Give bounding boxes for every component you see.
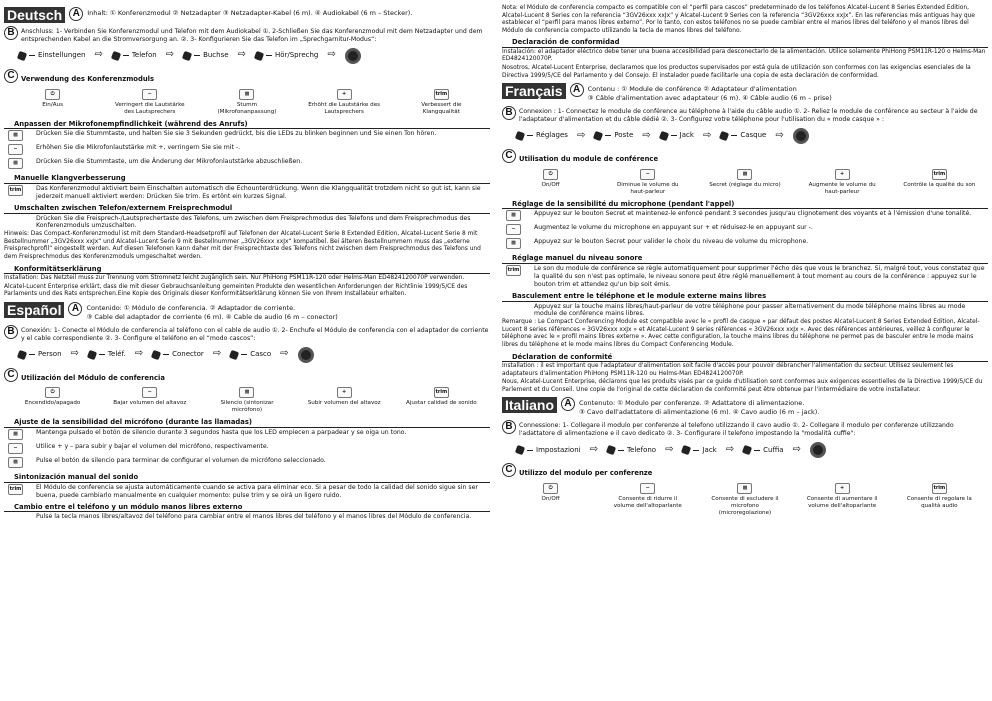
flow-step: Cuffia	[763, 445, 784, 454]
minus-key-icon: −	[8, 144, 23, 155]
step-text: Appuyez sur le bouton Secret et maintenez-le enfoncé pendant 3 secondes jusqu'au clignotement des voyants et à l'émission d'une tonalité.	[534, 210, 972, 218]
marker-c-icon: C	[502, 463, 516, 477]
contents-de: Inhalt: ① Konferenzmodul ② Netzadapter ③ Netzadapter-Kabel (6 m). ④ Audiokabel (6 m – Stecker).	[87, 9, 413, 17]
section-deutsch	[4, 7, 490, 23]
cord-icon	[659, 131, 669, 141]
hint-de: Hinweis: Das Compact-Konferenzmodul ist mit dem Standard-Headsetprofil auf Telefonen der Alcatel-Lucent Serie 8 Extended Edition, Alcatel-Lucent Serie 8 mit Bestellnummer „3GV26xxx xxJx“ und Alcatel-Lucent Serie 9 mit Bestellnummer „3GV26xxx xxJx“ kompatibel. Bei älteren Bestellnummern muss das „externe Freisprechprofil“ eingestellt werden. Auf diesen Telefonen kann daher mit der Freisprechtaste des Telefons nicht zwischen dem Freisprechmodus des Telefons und dem Freisprechmodus des Konferenzmoduls umgeschaltet werden.	[4, 231, 481, 261]
flow-step: Poste	[614, 131, 634, 140]
icon-caption: Consente di regolare la qualità audio	[906, 496, 972, 509]
trim-key-icon: trim	[8, 484, 23, 495]
icon-caption: Verbessert die Klangqualität	[421, 101, 462, 115]
flow-step: Impostazioni	[536, 445, 581, 454]
step-text: Drücken Sie die Stummtaste, und halten Sie sie 3 Sekunden gedrückt, bis die LEDs zu blinken beginnen und Sie einen Ton hören.	[36, 130, 437, 138]
mute-key-icon: ▩	[8, 130, 23, 141]
mute-key-icon: ▩	[8, 158, 23, 169]
step-text: Erhöhen Sie die Mikrofonlautstärke mit +, verringern Sie sie mit -.	[36, 144, 241, 152]
trim-key-icon: trim	[932, 483, 947, 494]
icons-it	[502, 483, 988, 517]
heading-sens-fr: Réglage de la sensibilité du microphone (pendant l'appel)	[502, 200, 988, 210]
cord-icon	[606, 445, 616, 455]
icon-caption: Augmente le volume du haut-parleur	[808, 181, 876, 195]
lang-tag-es: Español	[4, 302, 64, 318]
conf-text: Nous, Alcatel-Lucent Enterprise, déclarons que les produits visés par ce guide d'utilisation sont conformes aux exigences essentielles de la Directive 1999/5/CE du Parlement et du Conseil. Une copie de l'original de cette déclaration de conformité peut être obtenue par l'intermédiaire de votre installateur.	[502, 379, 983, 393]
icon-caption: Ein/Aus	[42, 101, 63, 108]
power-key-icon: ⏻	[543, 169, 558, 180]
flow-step: Casque	[740, 131, 767, 140]
lang-tag-de: Deutsch	[4, 7, 65, 23]
power-key-icon: ⏻	[45, 89, 60, 100]
flow-step: Jack	[702, 445, 717, 454]
marker-b-icon: B	[4, 325, 18, 339]
arrow-icon: ⇨	[576, 129, 586, 141]
lang-tag-it: Italiano	[502, 397, 557, 413]
dial-icon	[793, 128, 809, 144]
heading-sens-de: Anpassen der Mikrofonempfindlichkeit (während des Anrufs)	[4, 120, 490, 130]
icon-caption: On/Off	[541, 496, 560, 502]
cord-icon	[151, 350, 161, 360]
icons-es	[4, 387, 490, 414]
cord-icon	[515, 445, 525, 455]
arrow-icon: ⇨	[792, 443, 801, 455]
icon-caption: Encendido/apagado	[24, 400, 81, 407]
minus-key-icon: −	[142, 89, 157, 100]
icon-caption: Verringert die Lautstärke des Lautsprechers	[114, 101, 185, 115]
cord-icon	[681, 445, 691, 455]
marker-b-icon: B	[502, 106, 516, 120]
cord-icon	[17, 51, 27, 61]
lang-tag-fr: Français	[502, 83, 566, 99]
step-text: Appuyez sur la touche mains libres/haut-parleur de votre téléphone pour passer alternativement du mode téléphone mains libres au mode module de conférence mains libres.	[534, 302, 966, 318]
step-text: El Módulo de conferencia se ajusta automáticamente cuando se activa para eliminar eco. Si a pesar de todo la calidad del sonido sigue sin ser buena, puede cambiarlo manualmente en cualquier momento: pulse trim y se oirá un ligero ruido.	[36, 483, 478, 499]
dial-icon	[298, 347, 314, 363]
step-text: Utilice + y – para subir y bajar el volumen del micrófono, respectivamente.	[36, 443, 269, 451]
mute-key-icon: ▩	[8, 429, 23, 440]
conf-text: Nosotros, Alcatel-Lucent Enterprise, declaramos que los productos supervisados por está guía de utilización son conformes con las exigencias esenciales de la Directiva 1999/5/CE del Parlamento y del Consejo. El instalador puede facilitarle una copia de esta declaración de conformidad.	[502, 64, 971, 79]
heading-sw-fr: Basculement entre le téléphone et le module externe mains libres	[502, 292, 988, 302]
cord-icon	[719, 131, 729, 141]
heading-man-es: Sintonización manual del sonido	[4, 473, 490, 483]
mute-key-icon: ▩	[239, 387, 254, 398]
step-text: Mantenga pulsado el botón de silencio durante 3 segundos hasta que los LED empiecen a parpadear y se oiga un tono.	[36, 429, 407, 437]
cord-icon	[229, 350, 239, 360]
icon-caption: Contrôle la qualité du son	[903, 181, 976, 188]
cord-icon	[87, 350, 97, 360]
use-de-heading	[4, 71, 490, 86]
arrow-icon: ⇨	[775, 129, 784, 141]
mute-key-icon: ▩	[737, 169, 752, 180]
step-text: Drücken Sie die Stummtaste, um die Änderung der Mikrofonlautstärke abzuschließen.	[36, 158, 303, 166]
flow-step: Conector	[172, 350, 204, 359]
flow-step: Einstellungen	[38, 51, 86, 60]
arrow-icon: ⇨	[280, 348, 289, 360]
icon-caption: Erhöht die Lautstärke des Lautsprechers	[308, 101, 381, 115]
heading-conf-de: Konformitätserklärung	[4, 265, 490, 275]
icon-caption: Subir volumen del altavoz	[307, 400, 381, 407]
marker-b-icon: B	[502, 420, 516, 434]
use-de: Verwendung des Konferenzmoduls	[21, 74, 155, 83]
icon-caption: Secret (réglage du micro)	[709, 181, 781, 188]
heading-sw-es: Cambio entre el teléfono y un módulo manos libres externo	[4, 503, 490, 513]
use-it: Utilizzo del modulo per conferenze	[519, 469, 653, 478]
step-text: Pulse el botón de silencio para terminar de configurar el volumen de micrófono seleccionado.	[36, 457, 326, 465]
power-key-icon: ⏻	[543, 483, 558, 494]
icon-caption: Stumm (Mikrofonanpassung)	[217, 101, 277, 115]
contents-es: Contenido: ① Módulo de conferencia. ② Adaptador de corriente.	[86, 303, 296, 312]
flow-step: Hör/Sprechg	[274, 51, 319, 60]
section-italiano	[502, 397, 988, 417]
minus-key-icon: −	[506, 224, 521, 235]
icon-caption: Ajustar calidad de sonido	[406, 400, 477, 407]
flow-step: Buchse	[203, 51, 229, 60]
step-text: Pulse la tecla manos libres/altavoz del teléfono para cambiar entre el manos libres del teléfono y el manos libres del Módulo de conferencia.	[36, 513, 472, 521]
cord-icon	[182, 51, 192, 61]
dial-icon	[810, 442, 826, 458]
flow-es	[18, 345, 490, 365]
power-key-icon: ⏻	[45, 387, 60, 398]
marker-a-icon: A	[68, 302, 82, 316]
arrow-icon: ⇨	[212, 348, 222, 360]
flow-it	[516, 440, 988, 460]
heading-conf-fr: Déclaration de conformité	[502, 353, 988, 363]
arrow-icon: ⇨	[642, 129, 651, 141]
left-column	[4, 4, 490, 699]
cord-icon	[254, 51, 264, 61]
section-francais	[502, 83, 988, 103]
marker-a-icon: A	[570, 83, 584, 97]
heading-sw-de: Umschalten zwischen Telefon/externem Freisprechmodul	[4, 204, 490, 214]
minus-key-icon: −	[640, 169, 655, 180]
flow-step: Person	[38, 350, 62, 359]
icons-de	[4, 89, 490, 116]
connect-it: Connessione: 1- Collegare il modulo per conferenze al telefono utilizzando il cavo audio ①. 2- Collegare il modulo per conferenze utilizzando l'adattatore di alimentazione e il cavo dedicato ②. 3- Configurare il telefono impostando la "modalità cuffie":	[519, 422, 954, 438]
icon-caption: Bajar volumen del altavoz	[113, 400, 187, 407]
connect-de: Anschluss: 1- Verbinden Sie Konferenzmodul und Telefon mit dem Audiokabel ①. 2-Schließen Sie das Konferenzmodul mit dem Netzadapter und dem entsprechenden Kabel an die Stromversorgung an. ②. 3- Konfigurieren Sie das Telefon im „Sprechgarnitur-Modus“:	[21, 28, 483, 43]
trim-key-icon: trim	[506, 265, 521, 276]
use-fr: Utilisation du module de conférence	[519, 154, 659, 163]
flow-step: Réglages	[536, 131, 568, 140]
plus-key-icon: +	[835, 483, 850, 494]
flow-step: Teléf.	[107, 350, 126, 359]
marker-a-icon: A	[69, 7, 83, 21]
contents-fr: Contenu : ① Module de conférence ② Adaptateur d'alimentation	[587, 85, 797, 94]
mute-key-icon: ▩	[737, 483, 752, 494]
marker-a-icon: A	[561, 397, 575, 411]
mute-key-icon: ▩	[506, 238, 521, 249]
icon-caption: Consente di ridurre il volume dell'altoparlante	[613, 496, 682, 509]
heading-sens-es: Ajuste de la sensibilidad del micrófono (durante las llamadas)	[4, 418, 490, 428]
marker-c-icon: C	[4, 368, 18, 382]
cord-icon	[742, 445, 752, 455]
step-text: Appuyez sur le bouton Secret pour valider le choix du niveau de volume du microphone.	[534, 238, 809, 246]
cord-icon	[593, 131, 603, 141]
minus-key-icon: −	[142, 387, 157, 398]
trim-key-icon: trim	[932, 169, 947, 180]
icons-fr	[502, 169, 988, 196]
arrow-icon: ⇨	[589, 443, 598, 455]
flow-step: Casco	[250, 350, 272, 359]
arrow-icon: ⇨	[94, 49, 103, 61]
arrow-icon: ⇨	[237, 49, 246, 61]
cord-icon	[17, 350, 27, 360]
nota-es: Nota: el Módulo de conferencia compacto es compatible con el “perfil para cascos” predeterminado de los teléfonos Alcatel-Lucent 8 Series Extended Edition, Alcatel-Lucent 8 Series con la referencia “3GV26xxx xxJx” y Alcatel-Lucent 9 Series con la referencia “3GV26xxx xxJx”. En las referencias más antiguas hay que establecer el “perfil para manos libres externo”. Por lo tanto, con estos teléfonos no se puede cambiar entre el manos libres del teléfono y el manos libres del Módulo de conferencia compacto utilizando la tecla de manos libres del teléfono.	[502, 5, 975, 34]
step-text: Augmentez le volume du microphone en appuyant sur + et réduisez-le en appuyant sur -.	[534, 224, 813, 232]
arrow-icon: ⇨	[725, 443, 735, 455]
right-column	[502, 4, 988, 699]
connect-fr: Connexion : 1- Connectez le module de conférence au téléphone à l'aide du câble audio ①. 2- Reliez le module de conférence au secteur à l'aide de l'adaptateur d'alimentation et du câble dédié ②. 3- Configurez votre téléphone pour l'utilisation du « mode casque » :	[519, 108, 978, 123]
conf-text: Instalación: el adaptador eléctrico debe tener una buena accesibilidad para desconectarlo de la alimentación. Utilice solamente PhiHong PSM11R-120 o Helms-Man ED4824120070P.	[502, 48, 986, 63]
use-es: Utilización del Módulo de conferencia	[21, 373, 165, 382]
section-espanol	[4, 302, 490, 322]
contents-fr-2: ③ Câble d'alimentation avec adaptateur (6 m). ④ Câble audio (6 m – prise)	[587, 94, 832, 103]
step-text: Drücken Sie die Freisprech-/Lautsprechertaste des Telefons, um zwischen dem Freisprechmodus des Telefons und dem Freisprechmodus des Konferenzmoduls umzuschalten.	[36, 214, 471, 230]
connect-de-block	[4, 28, 490, 44]
mute-key-icon: ▩	[8, 457, 23, 468]
icon-caption: On/Off	[541, 181, 560, 188]
flow-fr	[516, 126, 988, 146]
minus-key-icon: −	[8, 443, 23, 454]
conf-text: Installation: Das Netzteil muss zur Trennung vom Stromnetz leicht zugänglich sein. Nur PhiHong PSM11R-120 oder Helms-Man ED4824120070P verwenden.	[4, 275, 465, 282]
plus-key-icon: +	[337, 387, 352, 398]
remarque-fr: Remarque : Le Compact Conferencing Module est compatible avec le « profil de casque » par défaut des postes Alcatel-Lucent 8 Series Extended Edition, Alcatel-Lucent 8 series références « 3GV26xxx xxJx » et Alcatel-Lucent 9 series références « 3GV26xxx xxJx ». Avec des références antérieures, veillez à configurer le téléphone avec le « profil mains libres externe ». Avec cette configuration, la touche mains libres du téléphone ne permet pas de basculer entre le mode mains libres du téléphone et le mode mains libres du Compact Conferencing Module.	[502, 319, 980, 349]
contents-it: Contenuto: ① Modulo per conferenze. ② Adattatore di alimentazione.	[579, 399, 805, 408]
contents-it-2: ③ Cavo dell'adattatore di alimentazione (6 m). ④ Cavo audio (6 m – jack).	[579, 408, 820, 417]
heading-man-fr: Réglage manuel du niveau sonore	[502, 254, 988, 264]
mute-key-icon: ▩	[239, 89, 254, 100]
contents-es-2: ③ Cable del adaptador de corriente (6 m). ④ Cable de audio (6 m – conector)	[86, 312, 338, 321]
trim-key-icon: trim	[8, 185, 23, 196]
icon-caption: Consente di aumentare il volume dell'altoparlante	[806, 496, 878, 509]
icon-caption: Silencio (sintonizar micrófono)	[220, 400, 274, 414]
arrow-icon: ⇨	[134, 348, 144, 360]
cord-icon	[111, 51, 121, 61]
icon-caption: Consente di escludere il microfono (microregolazione)	[711, 496, 779, 516]
cord-icon	[515, 131, 525, 141]
marker-c-icon: C	[502, 149, 516, 163]
arrow-icon: ⇨	[70, 348, 79, 360]
marker-c-icon: C	[4, 69, 18, 83]
mute-key-icon: ▩	[506, 210, 521, 221]
connect-es: Conexión: 1- Conecte el Módulo de conferencia al teléfono con el cable de audio ①. 2- Enchufe el Módulo de conferencia con el adaptador de corriente y el cable correspondiente ②. 3- Configure el teléfono en el “modo cascos”:	[21, 326, 489, 342]
trim-key-icon: trim	[434, 89, 449, 100]
minus-key-icon: −	[640, 483, 655, 494]
conf-text: Alcatel-Lucent Enterprise erklärt, dass die mit dieser Gebrauchsanleitung gemeinten Produkte den wesentlichen Anforderungen der Richtlinie 1999/5/CE des Parlaments und des Rats entsprechen.Eine Kopie des Originals dieser Konformitätserklärung können Sie von Ihrem Installateur erhalten.	[4, 283, 468, 298]
flow-step: Telefon	[131, 51, 157, 60]
trim-key-icon: trim	[434, 387, 449, 398]
arrow-icon: ⇨	[702, 129, 712, 141]
step-text: Das Konferenzmodul aktiviert beim Einschalten automatisch die Echounterdrückung. Wenn die Klangqualität trotzdem nicht so gut ist, kann sie jederzeit manuell aktiviert werden: Drücken Sie trim. Es ertönt ein kurzes Signal.	[36, 184, 481, 200]
icon-caption: Diminue le volume du haut-parleur	[617, 181, 679, 195]
plus-key-icon: +	[835, 169, 850, 180]
arrow-icon: ⇨	[165, 49, 175, 61]
plus-key-icon: +	[337, 89, 352, 100]
dial-icon	[345, 48, 361, 64]
flow-de	[18, 46, 490, 66]
flow-step: Telefono	[626, 445, 657, 454]
heading-man-de: Manuelle Klangverbesserung	[4, 174, 490, 184]
arrow-icon: ⇨	[327, 49, 336, 61]
conf-text: Installation : il est important que l'adaptateur d'alimentation soit facile d'accès pour pouvoir débrancher l'alimentation du secteur. Utilisez seulement les adaptateurs d'alimentation PhiHong PSM11R-120 ou Helms-Man ED4824120070P.	[502, 363, 954, 377]
heading-conf-es: Declaración de conformidad	[502, 38, 988, 48]
step-text: Le son du module de conférence se règle automatiquement pour supprimer l'écho dès que vous le branchez. Si, malgré tout, vous constatez que la qualité du son n'est pas optimale, le niveau sonore peut être réglé manuellement à tout moment au cours de la conférence : appuyez sur le bouton trim et attendez qu'un bip soit émis.	[534, 265, 985, 288]
arrow-icon: ⇨	[665, 443, 674, 455]
flow-step: Jack	[679, 131, 694, 140]
marker-b-icon: B	[4, 26, 18, 40]
